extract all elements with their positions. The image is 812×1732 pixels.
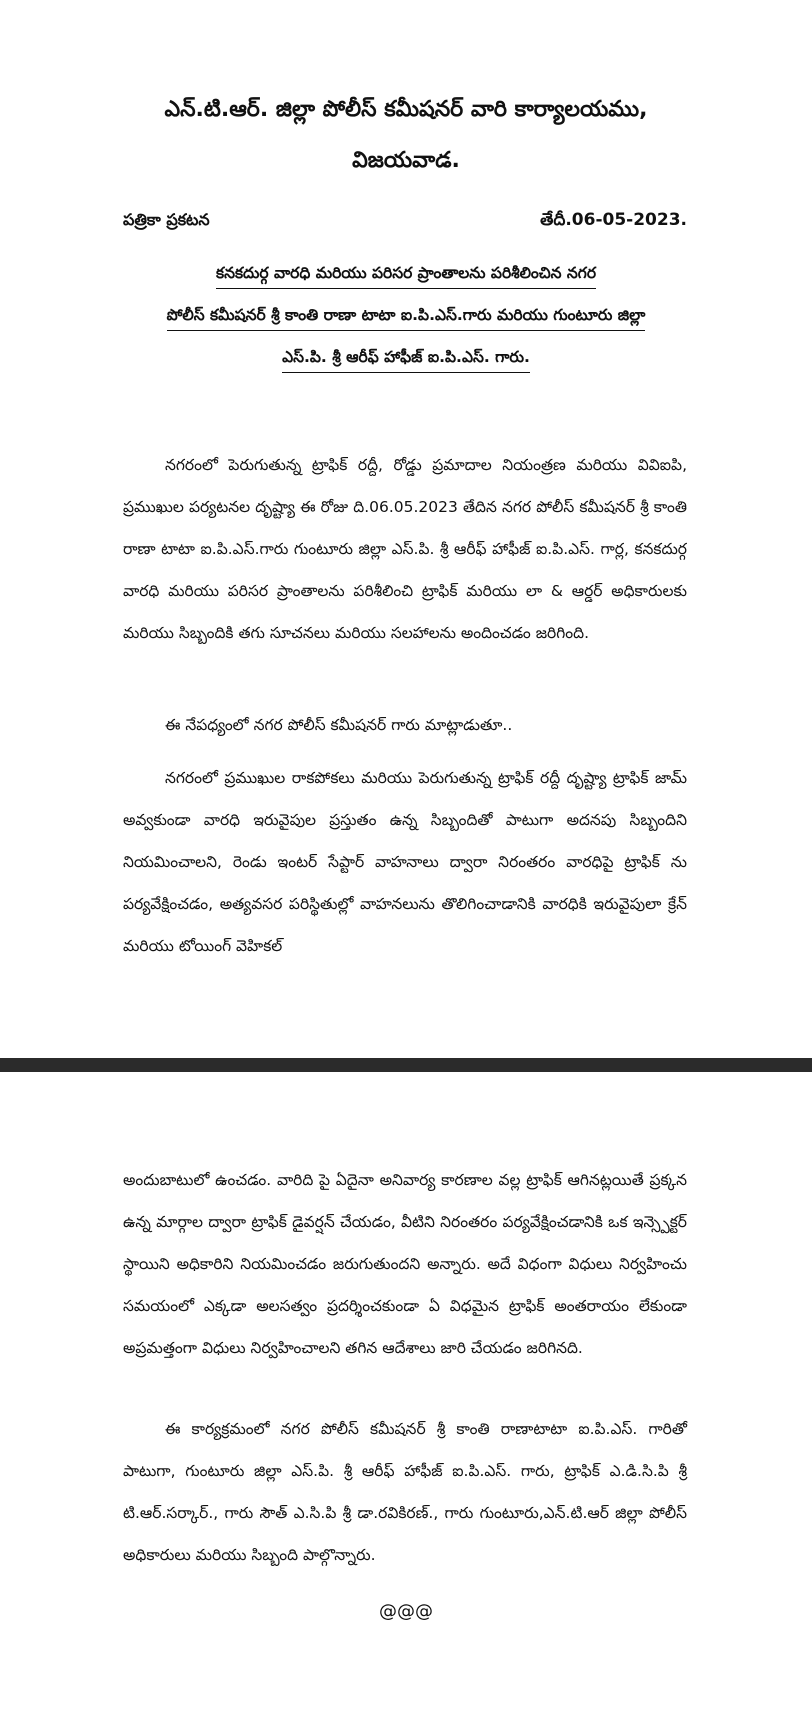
body-paragraph-4: అందుబాటులో ఉంచడం. వారిది పై ఏదైనా అనివార్య కారణాల వల్ల ట్రాఫిక్ ఆగినట్లయితే ప్రక్కన ఉన్న మార్గాల ద్వారా ట్రాఫిక్ డైవర్షన్ చేయడం, వీటిని నిరంతరం పర్యవేక్షించడానికి ఒక ఇన్స్పెక్టర్ స్థాయిని అధికారిని నియమించడం జరుగుతుందని అన్నారు. అదే విధంగా విధులు నిర్వహించు సమయంలో ఎక్కడా అలసత్వం ప్రదర్శించకుండా ఏ విధమైన ట్రాఫిక్ అంతరాయం లేకుండా అప్రమత్తంగా విధులు నిర్వహించాలని తగిన ఆదేశాలు జారి చేయడం జరిగినది.	[123, 1171, 687, 1357]
body-paragraph-5: ఈ కార్యక్రమంలో నగర పోలీస్ కమీషనర్ శ్రీ కాంతి రాణాటాటా ఐ.పి.ఎస్. గారితో పాటుగా, గుంటూరు జిల్లా ఎస్.పి. శ్రీ ఆరీఫ్ హాఫీజ్ ఐ.పి.ఎస్. గారు, ట్రాఫిక్ ఎ.డి.సి.పి శ్రీ టి.ఆర్.సర్కార్., గారు సౌత్ ఎ.సి.పి శ్రీ డా.రవికిరణ్., గారు గుంటూరు,ఎన్.టి.ఆర్ జిల్లా పోలీస్ అధికారులు మరియు సిబ్బంది పాల్గొన్నారు.	[123, 1420, 687, 1564]
meta-row	[123, 206, 687, 234]
document-type: పత్రికా ప్రకటన	[123, 210, 210, 229]
subject-line-3-text: ఎస్.పి. శ్రీ ఆరీఫ్ హాఫీజ్ ఐ.పి.ఎస్. గారు.	[282, 344, 530, 373]
office-title: ఎన్.టి.ఆర్. జిల్లా పోలీస్ కమీషనర్ వారి కార్యాలయము,	[164, 97, 648, 122]
city-title: విజయవాడ.	[352, 148, 460, 173]
subject-line-1-text: కనకదుర్గ వారధి మరియు పరిసర ప్రాంతాలను పరిశీలించిన నగర	[216, 260, 596, 289]
body-paragraph-3: నగరంలో ప్రముఖుల రాకపోకలు మరియు పెరుగుతున్న ట్రాఫిక్ రద్దీ దృష్ట్యా ట్రాఫిక్ జామ్ అవ్వకుండా వారధి ఇరువైపుల ప్రస్తుతం ఉన్న సిబ్బందితో పాటుగా అదనపు సిబ్బందిని నియమించాలని, రెండు ఇంటర్ సేప్టార్ వాహనాలు ద్వారా నిరంతరం వారధిపై ట్రాఫిక్ ను పర్యవేక్షించడం, అత్యవసర పరిస్థితుల్లో వాహనలును తొలిగించాడానికి వారధికి ఇరువైపులా క్రేన్ మరియు టోయింగ్ వెహికల్	[123, 769, 687, 955]
subject-line-2	[0, 302, 812, 331]
closing-mark: @@@	[379, 1601, 433, 1622]
body-paragraph-2: ఈ నేపధ్యంలో నగర పోలీస్ కమీషనర్ గారు మాట్లాడుతూ..	[165, 716, 513, 734]
subject-line-3	[0, 344, 812, 373]
subject-line-1	[0, 260, 812, 289]
body-paragraph-1: నగరంలో పెరుగుతున్న ట్రాఫిక్ రద్దీ, రోడ్డు ప్రమాదాల నియంత్రణ మరియు వివిఐపి, ప్రముఖుల పర్యటనల దృష్ట్యా ఈ రోజు ది.06.05.2023 తేదిన నగర పోలీస్ కమీషనర్ శ్రీ కాంతి రాణా టాటా ఐ.పి.ఎస్.గారు గుంటూరు జిల్లా ఎస్.పి. శ్రీ ఆరీఫ్ హాఫీజ్ ఐ.పి.ఎస్. గార్ల, కనకదుర్గ వారధి మరియు పరిసర ప్రాంతాలను పరిశీలించి ట్రాఫిక్ మరియు లా & ఆర్డర్ అధికారులకు మరియు సిబ్బందికి తగు సూచనలు మరియు సలహాలను అందించడం జరిగింది.	[123, 456, 687, 642]
document-date: తేదీ.06-05-2023.	[540, 210, 687, 230]
subject-line-2-text: పోలీస్ కమీషనర్ శ్రీ కాంతి రాణా టాటా ఐ.పి.ఎస్.గారు మరియు గుంటూరు జిల్లా	[167, 302, 646, 331]
page-separator	[0, 1058, 812, 1072]
